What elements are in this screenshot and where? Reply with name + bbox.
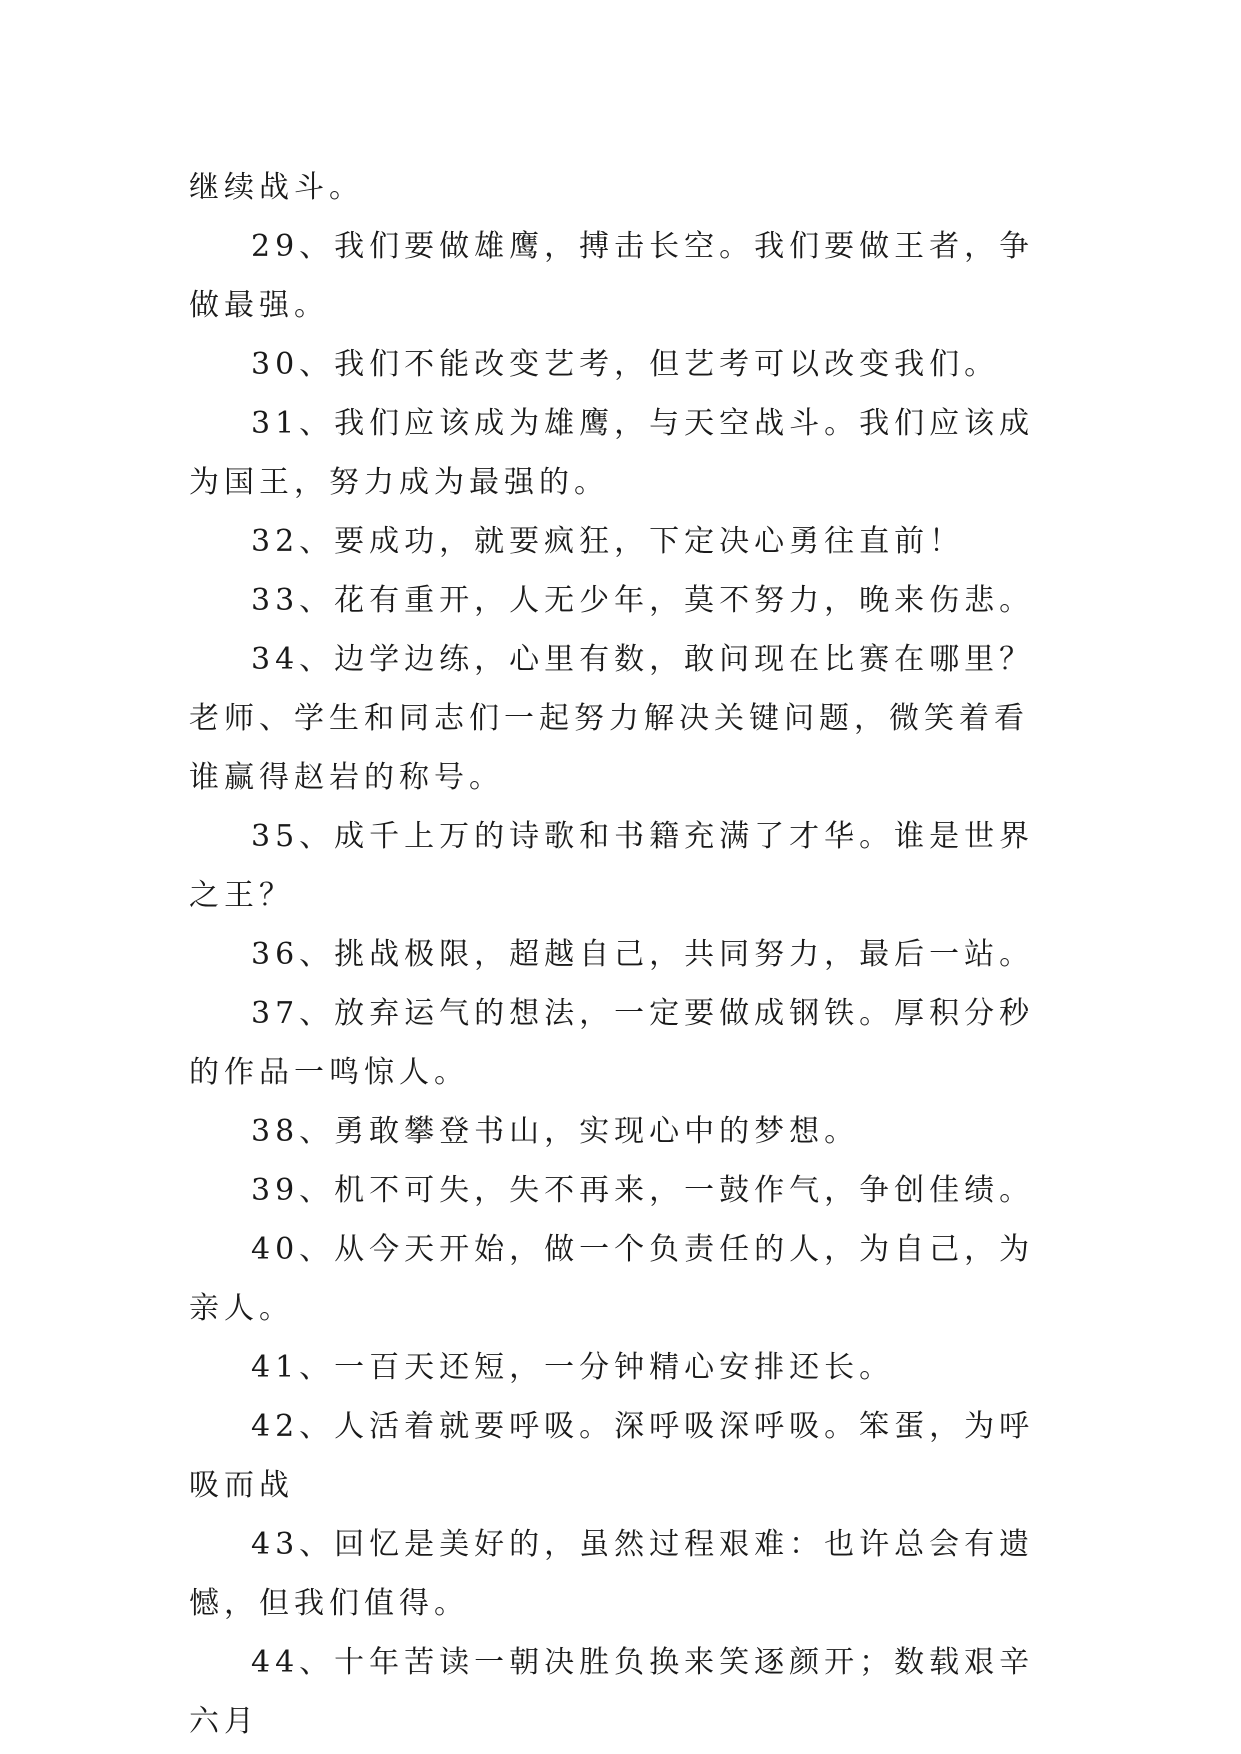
paragraph: 38、勇敢攀登书山，实现心中的梦想。 — [251, 1114, 860, 1149]
paragraph: 39、机不可失，失不再来，一鼓作气，争创佳绩。 — [251, 1173, 1035, 1208]
paragraph: 32、要成功，就要疯狂，下定决心勇往直前！ — [251, 524, 965, 559]
paragraph: 43、回忆是美好的，虽然过程艰难：也许总会有遗憾，但我们值得。 — [189, 1527, 1035, 1621]
paragraph: 42、人活着就要呼吸。深呼吸深呼吸。笨蛋，为呼吸而战 — [189, 1409, 1035, 1503]
paragraph: 35、成千上万的诗歌和书籍充满了才华。谁是世界之王？ — [189, 819, 1035, 913]
paragraph: 31、我们应该成为雄鹰，与天空战斗。我们应该成为国王，努力成为最强的。 — [189, 406, 1035, 500]
paragraph: 36、挑战极限，超越自己，共同努力，最后一站。 — [251, 937, 1035, 972]
paragraph: 33、花有重开，人无少年，莫不努力，晚来伤悲。 — [251, 583, 1035, 618]
paragraph: 44、十年苦读一朝决胜负换来笑逐颜开；数载艰辛六月 — [189, 1645, 1035, 1739]
paragraph: 41、一百天还短，一分钟精心安排还长。 — [251, 1350, 895, 1385]
paragraph: 34、边学边练，心里有数，敢问现在比赛在哪里？老师、学生和同志们一起努力解决关键问题，微笑着看谁赢得赵岩的称号。 — [189, 642, 1035, 795]
paragraph: 30、我们不能改变艺考，但艺考可以改变我们。 — [251, 347, 1000, 382]
document-body — [189, 158, 1054, 1751]
paragraph: 继续战斗。 — [189, 170, 364, 205]
paragraph: 40、从今天开始，做一个负责任的人，为自己，为亲人。 — [189, 1232, 1035, 1326]
paragraph: 37、放弃运气的想法，一定要做成钢铁。厚积分秒的作品一鸣惊人。 — [189, 996, 1035, 1090]
paragraph: 29、我们要做雄鹰，搏击长空。我们要做王者，争做最强。 — [189, 229, 1035, 323]
